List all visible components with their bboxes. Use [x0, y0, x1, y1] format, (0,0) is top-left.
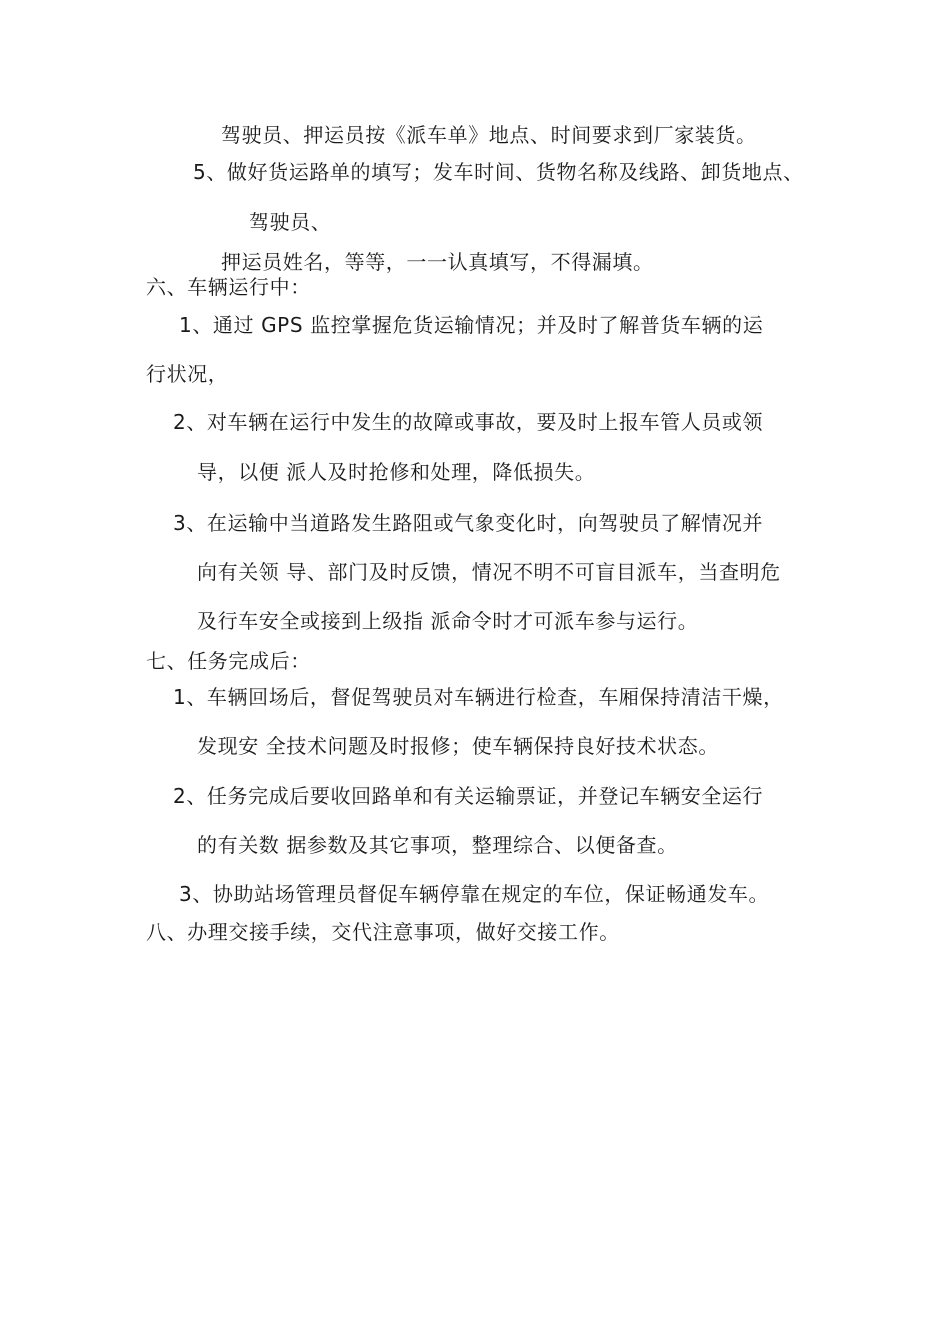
text-line: 导，以便 派人及时抢修和处理，降低损失。 [197, 460, 596, 484]
list-item-3: 3、在运输中当道路发生路阻或气象变化时，向驾驶员了解情况并 [173, 511, 764, 535]
text-line: 向有关领 导、部门及时反馈，情况不明不可盲目派车，当查明危 [197, 560, 781, 584]
list-item-5: 5、做好货运路单的填写；发车时间、货物名称及线路、卸货地点、 [193, 160, 804, 184]
section-heading-8: 八、办理交接手续，交代注意事项，做好交接工作。 [146, 920, 620, 944]
text-line: 行状况， [146, 362, 229, 386]
text-line: 及行车安全或接到上级指 派命令时才可派车参与运行。 [197, 609, 699, 633]
list-item-1: 1、通过 GPS 监控掌握危货运输情况；并及时了解普货车辆的运 [179, 313, 764, 337]
text-line: 发现安 全技术问题及时报修；使车辆保持良好技术状态。 [197, 734, 719, 758]
list-item-2: 2、对车辆在运行中发生的故障或事故，要及时上报车管人员或领 [173, 410, 764, 434]
section-heading-6: 六、车辆运行中： [146, 275, 311, 299]
list-item-1: 1、车辆回场后，督促驾驶员对车辆进行检查，车厢保持清洁干燥， [173, 685, 784, 709]
text-line: 的有关数 据参数及其它事项，整理综合、以便备查。 [197, 833, 678, 857]
list-item-2: 2、任务完成后要收回路单和有关运输票证，并登记车辆安全运行 [173, 784, 764, 808]
section-heading-7: 七、任务完成后： [146, 649, 311, 673]
text-line: 驾驶员、押运员按《派车单》地点、时间要求到厂家装货。 [221, 123, 757, 147]
text-line: 押运员姓名，等等，一一认真填写，不得漏填。 [221, 250, 654, 274]
list-item-3: 3、协助站场管理员督促车辆停靠在规定的车位，保证畅通发车。 [179, 882, 770, 906]
text-line: 驾驶员、 [249, 210, 332, 234]
